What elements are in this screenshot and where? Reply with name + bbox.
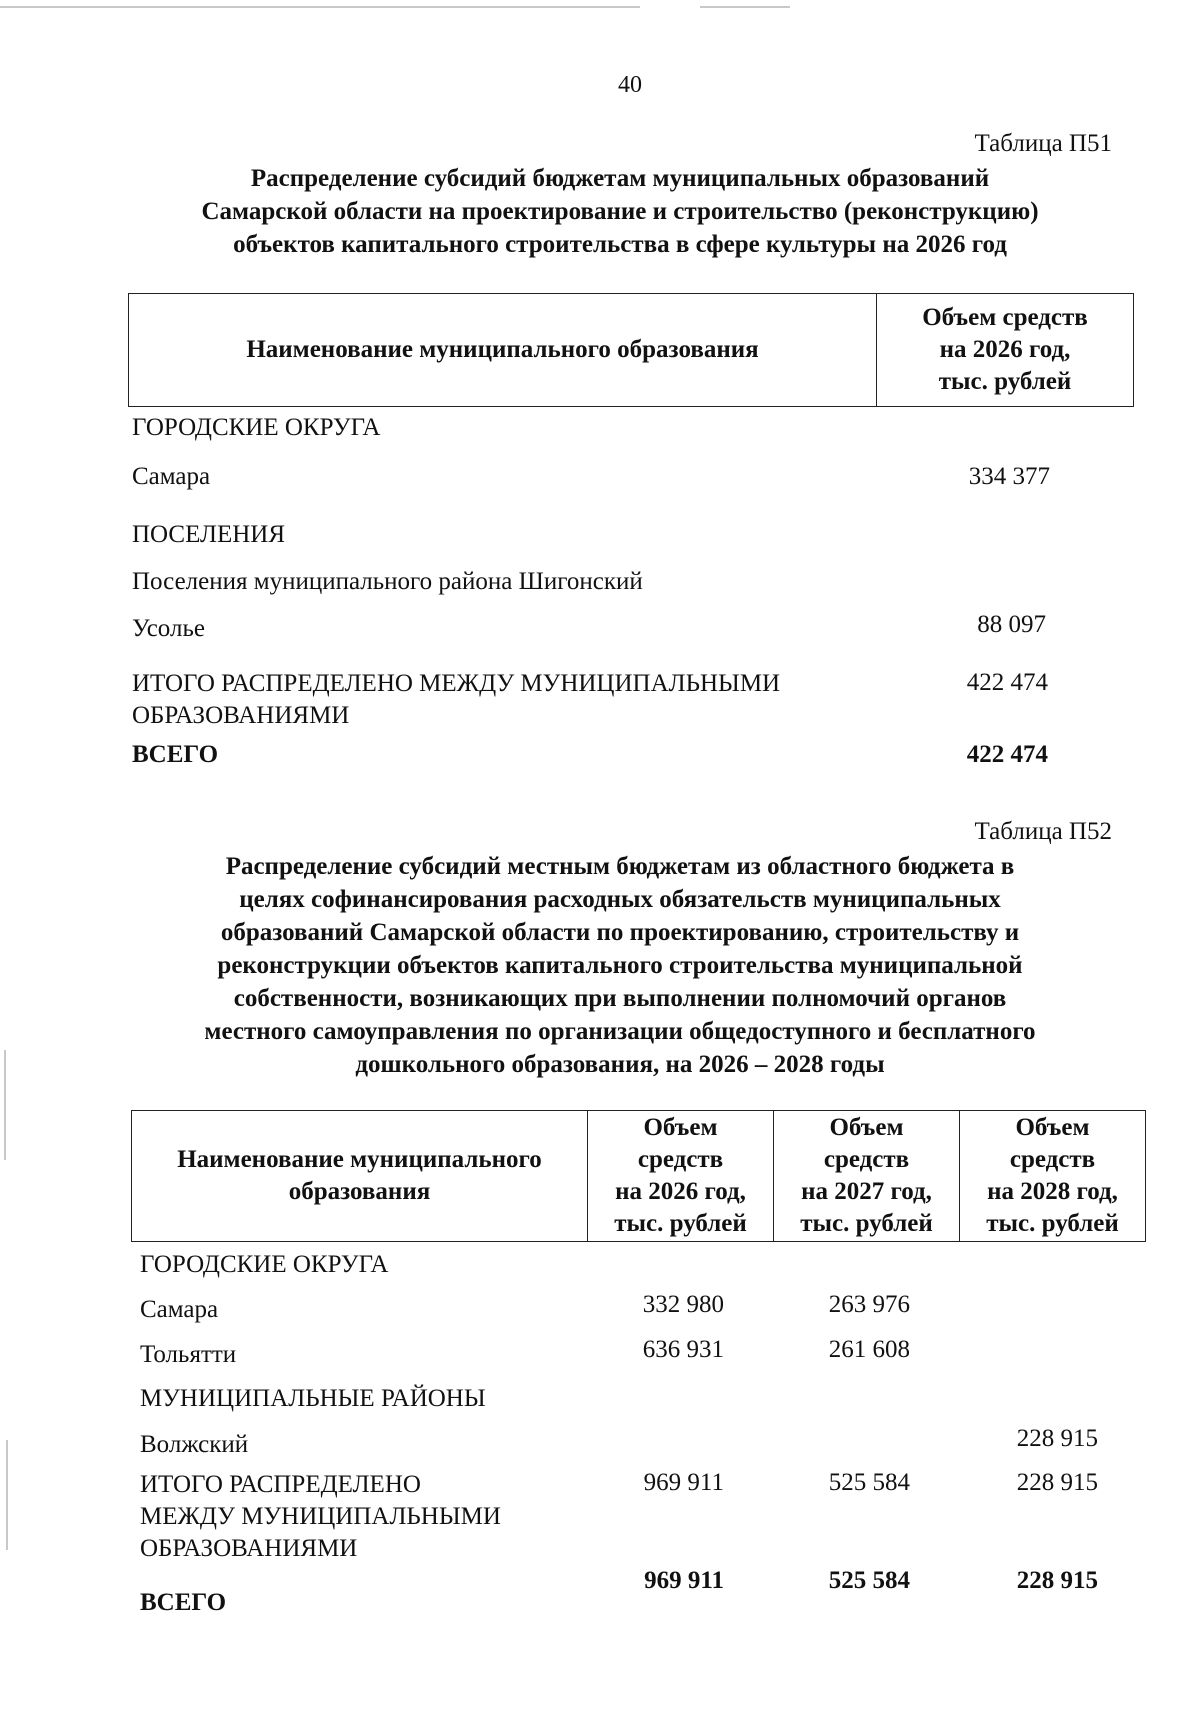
total-label: ОБРАЗОВАНИЯМИ <box>140 1535 358 1562</box>
column-header-2026 <box>587 1111 773 1241</box>
header-line: средств <box>637 1146 724 1173</box>
header-line: на 2026 год, <box>939 336 1071 363</box>
table1-title <box>130 162 1110 261</box>
header-line: на 2026 год, <box>615 1178 746 1205</box>
total-label: ИТОГО РАСПРЕДЕЛЕНО МЕЖДУ МУНИЦИПАЛЬНЫМИ <box>132 670 781 697</box>
group-heading: ГОРОДСКИЕ ОКРУГА <box>132 414 381 441</box>
header-line: тыс. рублей <box>986 1210 1119 1237</box>
total-label: ОБРАЗОВАНИЯМИ <box>132 702 350 729</box>
header-line: Объем <box>829 1114 904 1141</box>
table2-title <box>130 850 1110 1081</box>
total-value-2028: 228 915 <box>1016 1469 1098 1496</box>
total-value-2027: 525 584 <box>828 1469 910 1496</box>
title-line: Распределение субсидий бюджетам муниципальных образований <box>250 165 990 192</box>
title-line: Самарской области на проектирование и строительство (реконструкцию) <box>201 198 1039 225</box>
grand-total-value-2028: 228 915 <box>1016 1567 1098 1594</box>
page-number: 40 <box>618 72 642 98</box>
row-value-2027: 263 976 <box>828 1291 910 1318</box>
header-line: на 2027 год, <box>801 1178 932 1205</box>
scan-edge-mark <box>6 1440 8 1550</box>
total-value: 422 474 <box>966 669 1048 696</box>
table1-label: Таблица П51 <box>974 130 1112 157</box>
scan-edge-mark <box>700 6 790 8</box>
title-line: Распределение субсидий местным бюджетам из областного бюджета в <box>225 853 1015 880</box>
group-heading: ГОРОДСКИЕ ОКРУГА <box>140 1251 389 1278</box>
row-name: Усолье <box>132 615 205 642</box>
scan-edge-mark <box>0 6 640 8</box>
grand-total-label: ВСЕГО <box>132 741 219 768</box>
header-line: образования <box>288 1178 431 1205</box>
grand-total-value-2026: 969 911 <box>644 1567 724 1594</box>
table2-header <box>131 1110 1146 1242</box>
header-line: средств <box>1009 1146 1096 1173</box>
total-label: МЕЖДУ МУНИЦИПАЛЬНЫМИ <box>140 1503 501 1530</box>
header-line: тыс. рублей <box>938 368 1072 395</box>
scan-edge-mark <box>4 1050 6 1160</box>
header-line: Объем <box>643 1114 718 1141</box>
row-value-2027: 261 608 <box>828 1336 910 1363</box>
total-label: ИТОГО РАСПРЕДЕЛЕНО <box>140 1471 421 1498</box>
row-value-2026: 332 980 <box>642 1291 724 1318</box>
column-header-2028 <box>959 1111 1145 1241</box>
title-line: образований Самарской области по проектированию, строительству и <box>220 919 1020 946</box>
header-line: на 2028 год, <box>987 1178 1118 1205</box>
header-line: тыс. рублей <box>614 1210 747 1237</box>
header-line: средств <box>823 1146 910 1173</box>
column-header-value <box>876 294 1133 406</box>
row-value: 334 377 <box>968 463 1050 490</box>
grand-total-label: ВСЕГО <box>140 1589 227 1616</box>
grand-total-value-2027: 525 584 <box>828 1567 910 1594</box>
row-name: Самара <box>140 1296 219 1323</box>
header-line: Объем <box>1015 1114 1090 1141</box>
row-value-2026: 636 931 <box>642 1336 724 1363</box>
row-name: Самара <box>132 463 211 490</box>
total-value-2026: 969 911 <box>643 1469 724 1496</box>
header-line: Объем средств <box>922 304 1088 331</box>
row-value: 88 097 <box>977 611 1046 638</box>
row-value-2028: 228 915 <box>1016 1425 1098 1452</box>
title-line: целях софинансирования расходных обязательств муниципальных <box>239 886 1001 913</box>
title-line: объектов капитального строительства в сфере культуры на 2026 год <box>233 231 1007 258</box>
group-heading: МУНИЦИПАЛЬНЫЕ РАЙОНЫ <box>140 1385 486 1412</box>
header-line: тыс. рублей <box>800 1210 933 1237</box>
title-line: дошкольного образования, на 2026 – 2028 годы <box>355 1051 885 1078</box>
table2-label: Таблица П52 <box>974 818 1112 845</box>
table1-header <box>128 293 1134 407</box>
row-name: Поселения муниципального района Шигонский <box>132 568 643 595</box>
grand-total-value: 422 474 <box>966 741 1048 768</box>
column-header-2027 <box>773 1111 959 1241</box>
group-heading: ПОСЕЛЕНИЯ <box>132 521 286 548</box>
title-line: собственности, возникающих при выполнении полномочий органов <box>233 985 1007 1012</box>
column-header-name <box>132 1111 587 1241</box>
row-name: Волжский <box>140 1431 249 1458</box>
header-line: Наименование муниципального <box>177 1146 542 1173</box>
row-name: Тольятти <box>140 1341 237 1368</box>
column-header-name: Наименование муниципального образования <box>246 336 759 363</box>
title-line: местного самоуправления по организации общедоступного и бесплатного <box>204 1018 1036 1045</box>
title-line: реконструкции объектов капитального строительства муниципальной <box>217 952 1023 979</box>
